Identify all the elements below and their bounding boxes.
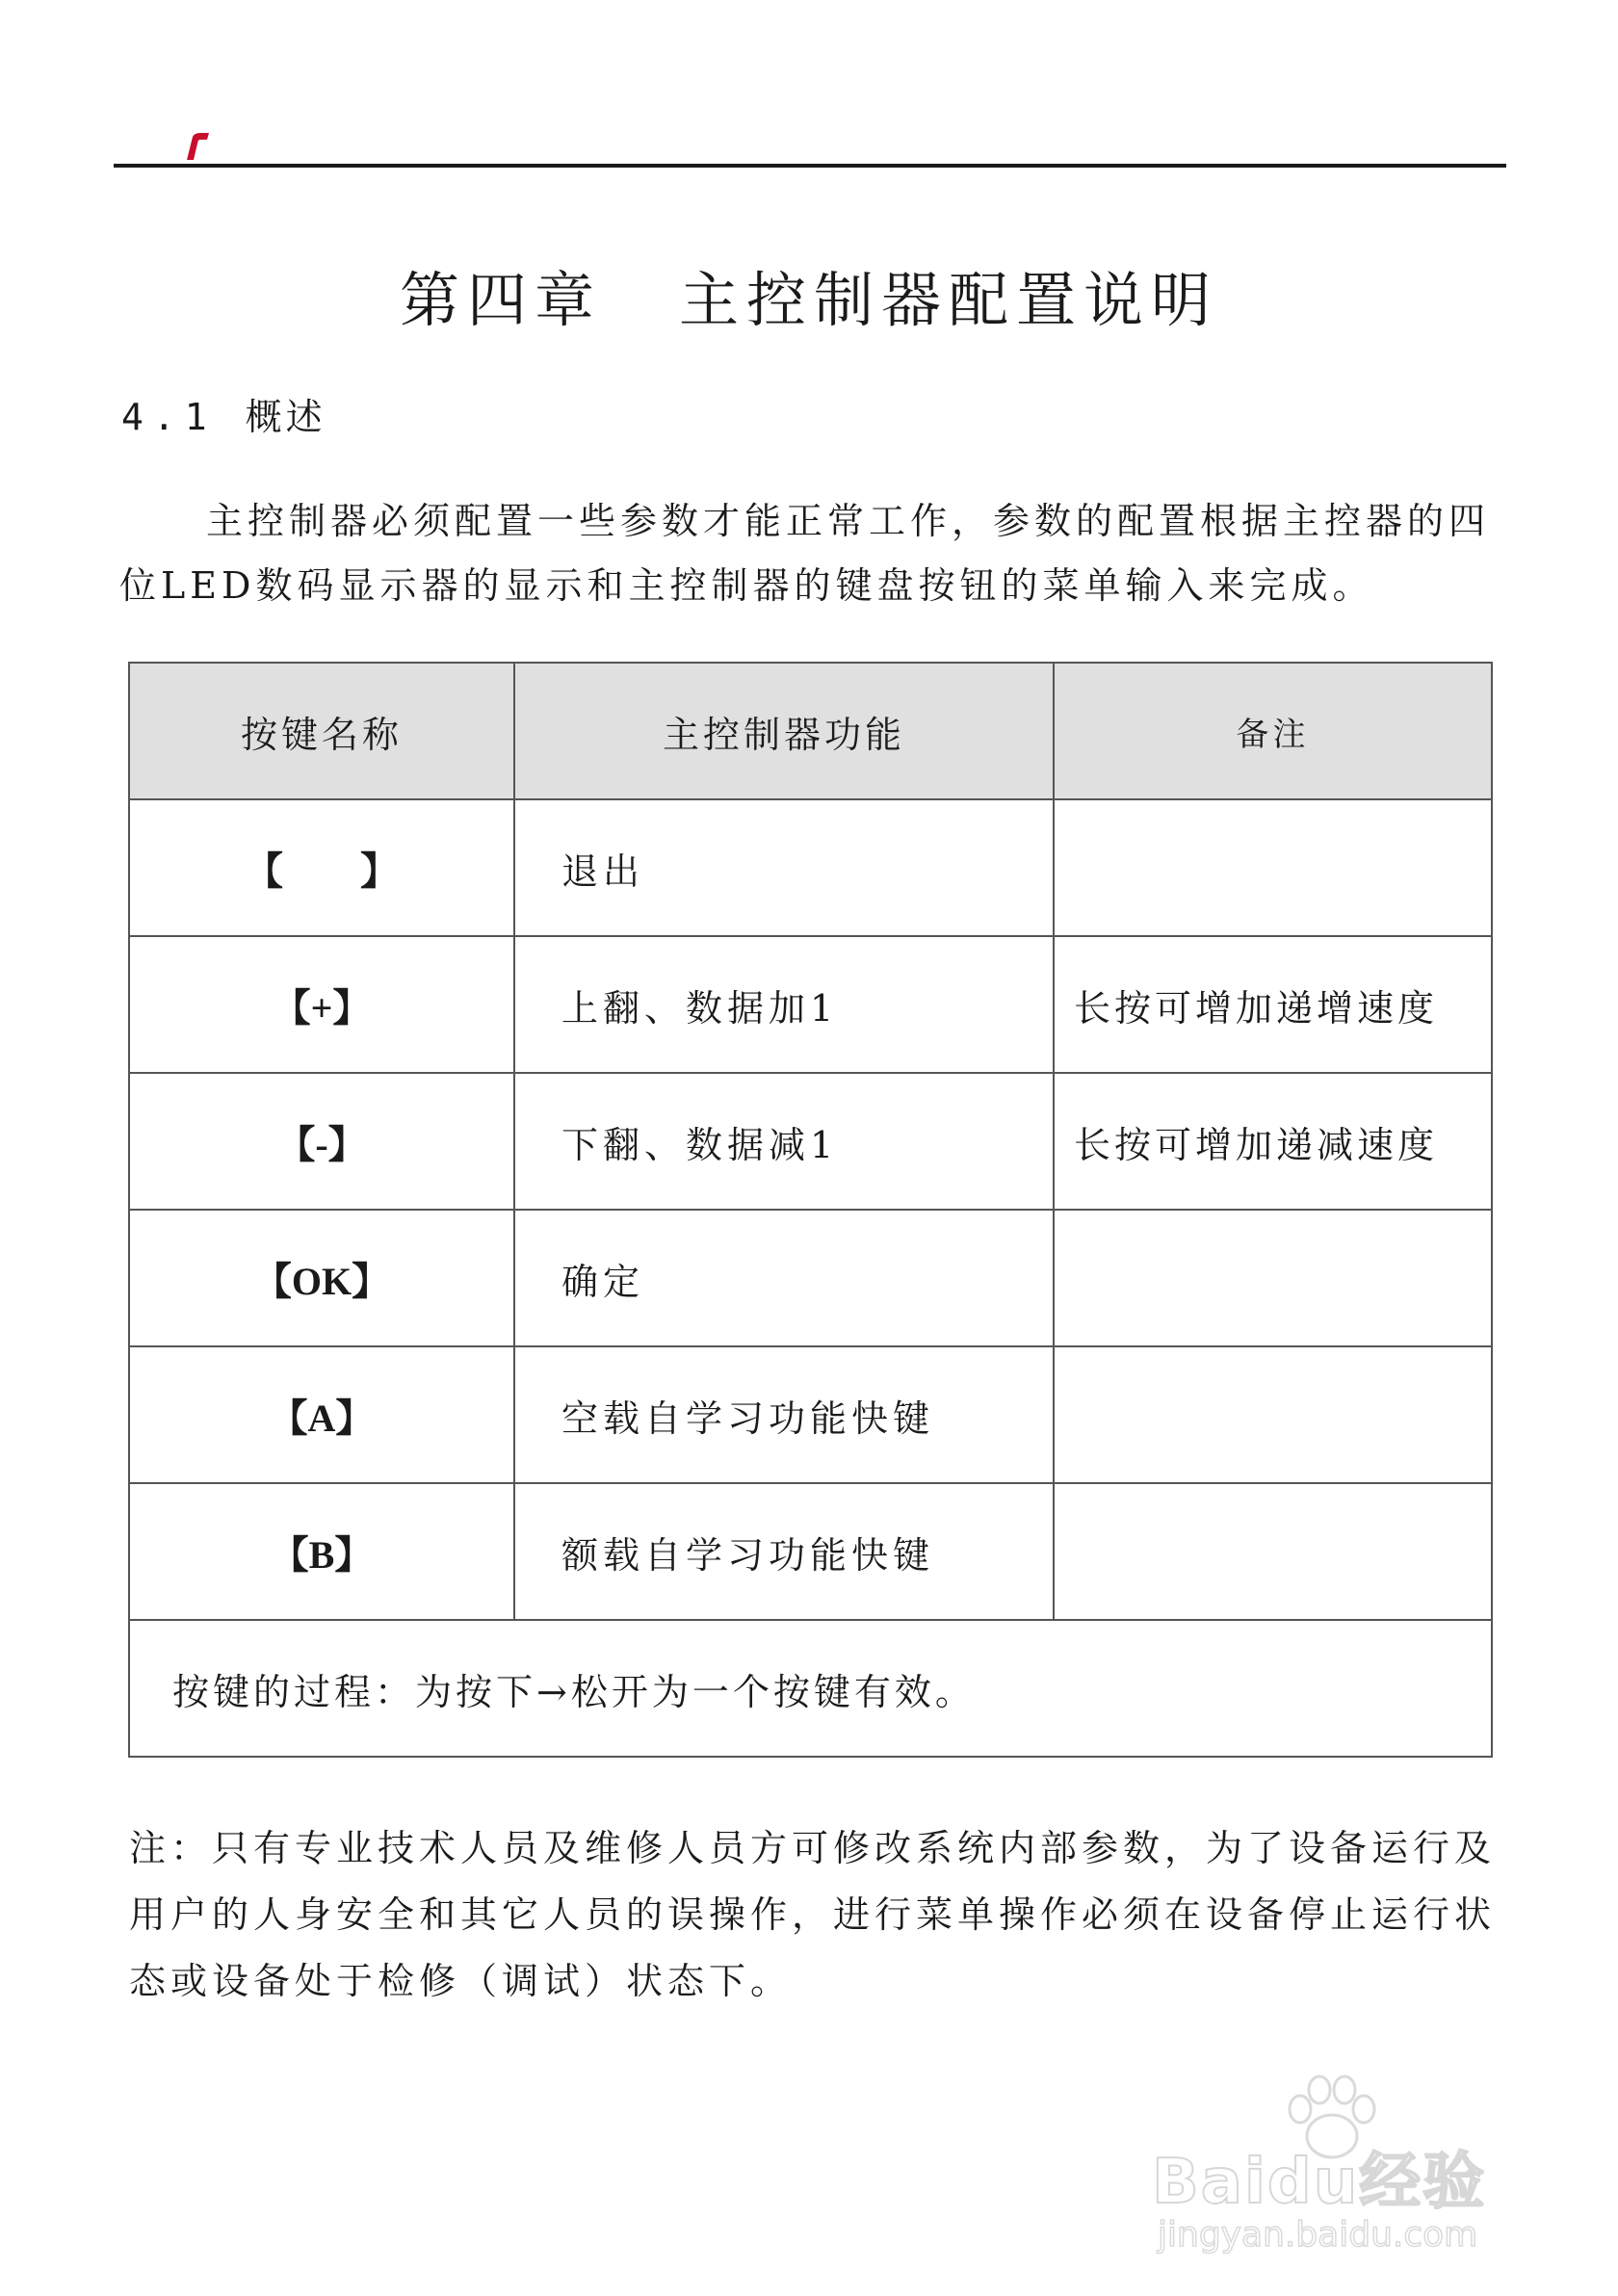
header-rule [114,164,1506,168]
key-cell: 【A】 [129,1346,514,1483]
key-cell: 【B】 [129,1483,514,1620]
key-cell: 【 】 [129,799,514,936]
note-cell [1054,1346,1492,1483]
note-cell: 长按可增加递增速度 [1054,936,1492,1073]
header-key-name: 按键名称 [129,663,514,799]
table-row [129,1483,1492,1620]
table-header-row [129,663,1492,799]
table-row [129,1073,1492,1210]
red-slash-logo-icon [183,131,210,160]
chapter-name: 主控制器配置说明 [679,265,1219,335]
chapter-title [0,252,1618,338]
table-row [129,799,1492,936]
function-cell: 额载自学习功能快键 [514,1483,1054,1620]
intro-text: 主控制器必须配置一些参数才能正常工作，参数的配置根据主控器的四位LED数码显示器的显示和主控制器的键盘按钮的菜单输入来完成。 [119,500,1491,607]
section-heading [121,387,326,440]
warning-note: 注：只有专业技术人员及维修人员方可修改系统内部参数，为了设备运行及用户的人身安全和其它人员的误操作，进行菜单操作必须在设备停止运行状态或设备处于检修（调试）状态下。 [129,1827,1497,2002]
chapter-label: 第四章 [399,265,602,335]
function-cell: 退出 [514,799,1054,936]
table-footer-row [129,1620,1492,1757]
function-cell: 空载自学习功能快键 [514,1346,1054,1483]
header-function: 主控制器功能 [514,663,1054,799]
note-cell [1054,1483,1492,1620]
function-cell: 上翻、数据加1 [514,936,1054,1073]
table-footer-note: 按键的过程：为按下→松开为一个按键有效。 [129,1620,1492,1757]
note-cell [1054,1210,1492,1346]
function-cell: 下翻、数据减1 [514,1073,1054,1210]
section-title: 概述 [245,396,326,438]
section-number: 4.1 [121,396,217,438]
key-cell: 【+】 [129,936,514,1073]
intro-paragraph [119,489,1506,618]
header-note: 备注 [1054,663,1492,799]
key-cell: 【-】 [129,1073,514,1210]
table-row [129,1346,1492,1483]
table-row [129,1210,1492,1346]
baidu-watermark [1152,2071,1576,2263]
watermark-url: jingyan.baidu.com [1158,2215,1478,2255]
function-cell: 确定 [514,1210,1054,1346]
watermark-brand: Baidu经验 [1152,2147,1487,2218]
key-cell: 【OK】 [129,1210,514,1346]
key-function-table [128,662,1493,1758]
note-cell: 长按可增加递减速度 [1054,1073,1492,1210]
table-row [129,936,1492,1073]
note-cell [1054,799,1492,936]
